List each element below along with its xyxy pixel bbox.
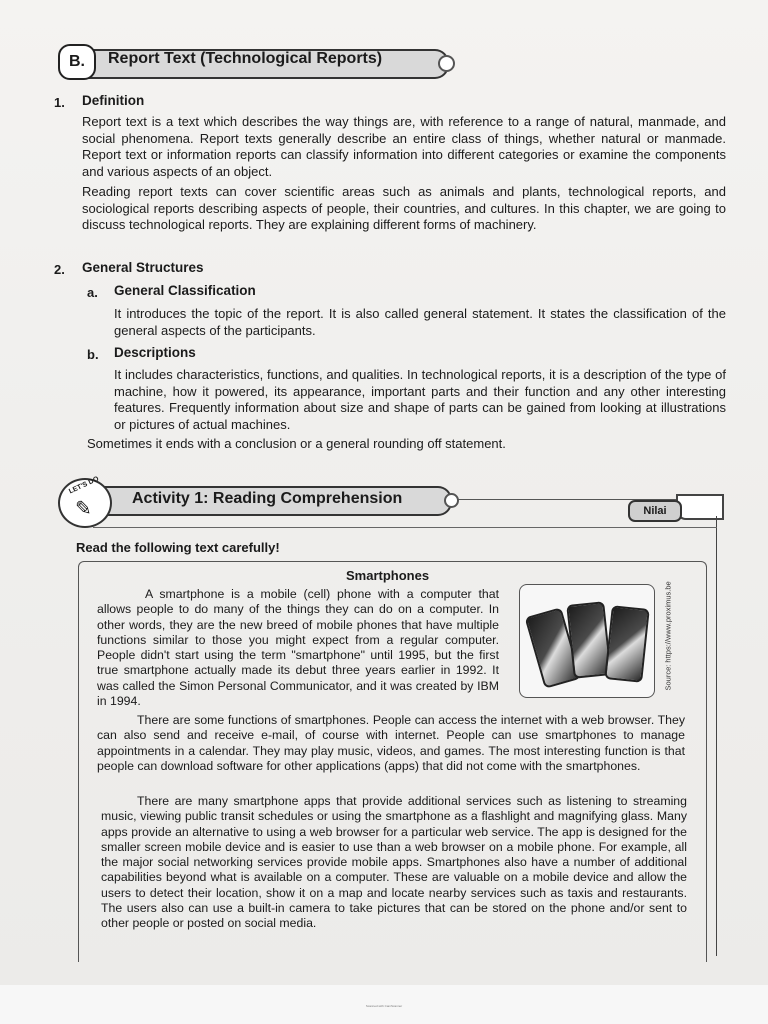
score-label: Nilai [628,500,682,522]
student-icon: ✎ [75,498,92,520]
circle-icon [444,493,459,508]
reading-paragraph-1: A smartphone is a mobile (cell) phone with a computer that allows people to do many of the things they can do on a computer. In other words, they are the new breed of mobile phones that have multiple functions similar to those you might expect from a regular computer. People didn't start using the term "smartphone" until 1995, but the first true smartphone actually made its debut three years earlier in 1992. It was called the Simon Personal Communicator, and it was created by IBM in 1994. [97,587,499,709]
structures-closing: Sometimes it ends with a conclusion or a general rounding off statement. [87,436,506,451]
descriptions-heading: Descriptions [114,345,196,360]
classification-heading: General Classification [114,283,256,298]
badge-label: LET'S DO [68,475,100,496]
descriptions-letter: b. [87,347,99,362]
reading-title: Smartphones [346,568,430,583]
definition-heading: Definition [82,93,145,108]
structures-number: 2. [54,262,65,277]
activity-instruction: Read the following text carefully! [76,540,280,555]
section-title: Report Text (Technological Reports) [108,50,383,67]
definition-paragraph-2: Reading report texts can cover scientific areas such as animals and plants, technological reports, and sociological reports describing aspects of people, their countries, and cultures. In this chapter, we are going to discuss technological reports. They are explaining different forms of machinery. [82,184,726,232]
reading-paragraph-2: There are some functions of smartphones. People can access the internet with a web browser. They can also send and receive e-mail, of course with internet. People can use smartphones to manage appointments in a calendar. They may play music, videos, and games. The most interesting function is that people can download software for other applications (apps) that did not come with the smartphones. [97,713,685,773]
circle-icon [438,55,455,72]
section-header [58,44,458,78]
structures-heading: General Structures [82,260,204,275]
classification-letter: a. [87,285,98,300]
descriptions-text: It includes characteristics, functions, and qualities. In technological reports, it is a description of the type of machine, how it powered, its appearance, important parts and their function and any other interesting features. Frequently information about size and shape of parts can be gained from looking at illustrations or pictures of actual machines. [114,367,726,432]
definition-number: 1. [54,95,65,110]
activity-title: Activity 1: Reading Comprehension [132,490,403,507]
activity-frame-border [716,516,717,956]
definition-paragraph-1: Report text is a text which describes the way things are, with reference to a range of natural, manmade, and social phenomena. Report texts generally describe an entire class of things, whether natural or manmade. Report text or information reports can classify information into different categories or examine the components and various aspects of an object. [82,114,726,179]
section-letter: B. [58,44,96,80]
scan-watermark: Scanned with CamScanner [365,1004,403,1008]
lets-do-badge [58,475,112,528]
smartphones-image [519,584,655,698]
smartphone-icon [604,605,650,683]
image-source-text: Source: https://www.proximus.be [663,581,673,691]
classification-text: It introduces the topic of the report. It is also called general statement. It states the classification of the general aspects of the participants. [114,306,726,338]
reading-paragraph-3: There are many smartphone apps that provide additional services such as listening to streaming music, viewing public transit schedules or using the smartphone as a flashlight and magnifying glass. Many apps provide an alternative to using a web browser for a particular web service. The app is designed for the smaller screen mobile device and is easier to use than a web browser on a mobile phone. For example, all the major social networking services provide mobile apps. Smartphones also have a number of additional capabilities beyond what is available on a computer. These are valuable on a mobile device and allow the users to detect their location, show it on a map and locate nearby services such as taxis and restaurants. The users also can use a built-in camera to take pictures that can be stored on the phone and/or sent to other people or posted on social media. [101,794,687,931]
image-source [658,581,674,698]
divider [93,527,717,528]
